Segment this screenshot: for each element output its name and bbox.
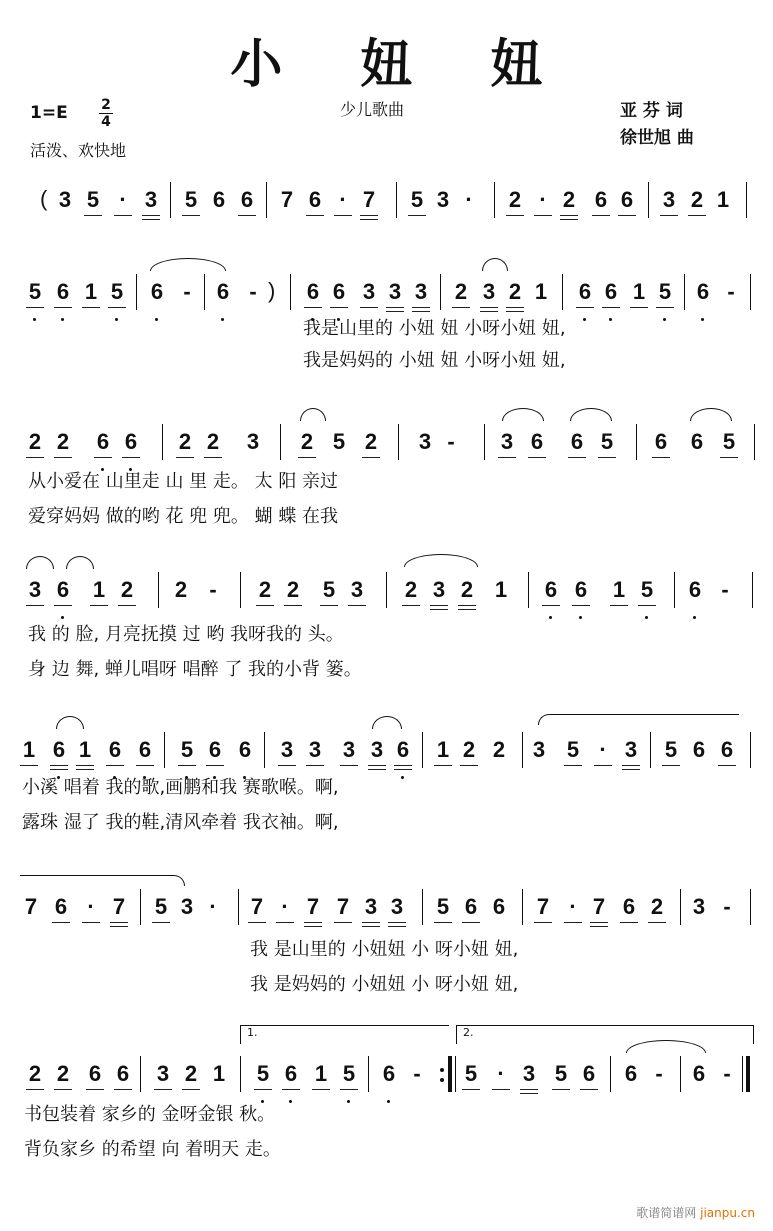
note: 3 (432, 577, 446, 602)
dot: · (494, 1062, 508, 1086)
dot: · (536, 188, 550, 212)
bar-line (136, 274, 137, 310)
note: 7 (362, 187, 376, 212)
note: 6 (212, 187, 226, 212)
bar-line (290, 274, 291, 310)
note: 1 (632, 279, 646, 304)
bar-line (610, 1056, 611, 1092)
dot: · (566, 895, 580, 919)
bar-line (280, 424, 281, 460)
dash: - (413, 1061, 421, 1086)
dash: - (183, 279, 191, 304)
bar-line (240, 572, 241, 608)
dash: - (723, 1061, 731, 1086)
note: 7 (536, 894, 550, 919)
bar-line (396, 182, 397, 218)
composer-credit: 徐世旭 曲 (620, 128, 694, 148)
note: 2 (492, 737, 506, 762)
dash: - (655, 1061, 663, 1086)
bar-line (170, 182, 171, 218)
note: 5 (322, 577, 336, 602)
slur (482, 258, 508, 271)
note: 1 (612, 577, 626, 602)
note: 6 (530, 429, 544, 454)
note: 2 (28, 1061, 42, 1086)
note: 2 (364, 429, 378, 454)
bar-line (746, 182, 747, 218)
note: 6 (308, 187, 322, 212)
note: 5 (110, 280, 124, 304)
note: 6 (124, 430, 138, 454)
note: 6 (688, 578, 702, 602)
note: 6 (624, 1061, 638, 1086)
note: 2 (286, 577, 300, 602)
note: 3 (692, 894, 706, 919)
note: 7 (280, 187, 294, 212)
note: 6 (56, 280, 70, 304)
bar-line (455, 1056, 456, 1092)
dot: · (84, 895, 98, 919)
note: 5 (28, 280, 42, 304)
bar-line (750, 274, 751, 310)
bar-line (754, 424, 755, 460)
note: 6 (690, 429, 704, 454)
note: 5 (566, 737, 580, 762)
bar-line (140, 1056, 141, 1092)
note: 3 (418, 429, 432, 454)
lyrics-verse-2: 背负家乡 的希望 向 着明天 走。 (24, 1139, 281, 1160)
bar-line (494, 182, 495, 218)
slur (404, 554, 478, 567)
lyrics-verse-2: 身 边 舞, 蝉儿唱呀 唱醉 了 我的小背 篓。 (28, 659, 362, 680)
note: 5 (664, 737, 678, 762)
note: 6 (582, 1061, 596, 1086)
note: 1 (314, 1061, 328, 1086)
note: 3 (156, 1061, 170, 1086)
bar-line (204, 274, 205, 310)
dot: · (278, 895, 292, 919)
note: 6 (574, 578, 588, 602)
watermark-site-name: 歌谱简谱网 (636, 1206, 697, 1220)
note: 2 (460, 577, 474, 602)
note: 6 (150, 280, 164, 304)
bar-line (750, 889, 751, 925)
bar-line (386, 572, 387, 608)
note: 5 (554, 1061, 568, 1086)
key-signature: 1=E (30, 103, 68, 123)
slur (570, 408, 612, 421)
note: 5 (154, 894, 168, 919)
note: 2 (562, 187, 576, 212)
bar-line (680, 1056, 681, 1092)
dot: · (465, 187, 473, 212)
bar-line (684, 274, 685, 310)
note: 2 (184, 1061, 198, 1086)
final-bar-thick (746, 1056, 750, 1092)
note: 2 (120, 577, 134, 602)
volta-first-ending: 1. (240, 1025, 449, 1044)
lyrics-verse-2: 露珠 湿了 我的鞋,清风牵着 我衣袖。啊, (22, 812, 339, 833)
note: 5 (658, 280, 672, 304)
note: 6 (216, 280, 230, 304)
bar-line (674, 572, 675, 608)
staff-system-4 (0, 578, 773, 618)
note: 5 (640, 578, 654, 602)
dot: · (116, 188, 130, 212)
note: 2 (508, 187, 522, 212)
note: 3 (388, 279, 402, 304)
slur (56, 716, 84, 729)
dash: - (447, 429, 455, 454)
dot: · (209, 894, 217, 919)
note: 6 (116, 1061, 130, 1086)
note: 5 (184, 187, 198, 212)
note: 7 (336, 894, 350, 919)
note: 5 (180, 738, 194, 762)
note: 3 (624, 737, 638, 762)
note: 1 (92, 577, 106, 602)
note: 6 (396, 738, 410, 762)
note: 3 (280, 737, 294, 762)
dot: · (596, 738, 610, 762)
lyrics-verse-2: 我 是妈妈的 小妞妞 小 呀小妞 妞, (250, 974, 519, 995)
note: 2 (28, 429, 42, 454)
note: 2 (300, 429, 314, 454)
slur (690, 408, 732, 421)
bar-line (522, 732, 523, 768)
note: 6 (544, 578, 558, 602)
note: 3 (482, 279, 496, 304)
lyrics-verse-2: 我是妈妈的 小妞 妞 小呀小妞 妞, (303, 350, 566, 371)
note: 6 (208, 738, 222, 762)
note: 6 (138, 738, 152, 762)
note: 7 (250, 894, 264, 919)
bar-line (266, 182, 267, 218)
note: 6 (578, 280, 592, 304)
note: 7 (592, 894, 606, 919)
lyrics-verse-1: 书包装着 家乡的 金呀金银 秋。 (24, 1104, 276, 1125)
slur (538, 714, 739, 725)
lyrics-verse-2: 爱穿妈妈 做的哟 花 兜 兜。 蝴 蝶 在我 (28, 506, 339, 527)
note: 6 (492, 894, 506, 919)
bar-line (562, 274, 563, 310)
time-signature-bottom: 4 (101, 114, 111, 130)
note: 3 (662, 187, 676, 212)
bar-line (750, 732, 751, 768)
staff-system-6 (0, 895, 773, 935)
note: 5 (256, 1062, 270, 1086)
note: 6 (570, 429, 584, 454)
bar-line (648, 182, 649, 218)
staff-system-5 (0, 738, 773, 778)
note: 2 (462, 737, 476, 762)
dot: · (336, 188, 350, 212)
note: 5 (436, 894, 450, 919)
bar-line (422, 732, 423, 768)
repeat-end-dots (440, 1062, 444, 1088)
genre-label: 少儿歌曲 (340, 100, 405, 119)
lyrics-verse-1: 小溪 唱着 我的歌,画鹏和我 赛歌喉。啊, (22, 777, 339, 798)
slur-continuation (20, 875, 185, 886)
lyricist-credit: 亚 芬 词 (620, 101, 683, 121)
note: 2 (56, 1061, 70, 1086)
note: 2 (56, 429, 70, 454)
note: 5 (332, 429, 346, 454)
note: 3 (364, 894, 378, 919)
bar-line (484, 424, 485, 460)
note: 2 (508, 279, 522, 304)
bar-line (752, 572, 753, 608)
note: 5 (600, 429, 614, 454)
staff-system-7 (0, 1062, 773, 1102)
note: 5 (722, 429, 736, 454)
note: 3 (180, 894, 194, 919)
bar-line (422, 889, 423, 925)
note: 3 (522, 1061, 536, 1086)
lyrics-verse-1: 从小爱在 山里走 山 里 走。 太 阳 亲过 (28, 471, 339, 492)
staff-system-3 (0, 430, 773, 470)
bar-line (240, 1056, 241, 1092)
slur (300, 408, 326, 421)
note: 1 (78, 737, 92, 762)
note: 6 (52, 738, 66, 762)
bar-line (650, 732, 651, 768)
note: 6 (284, 1062, 298, 1086)
bar-line (368, 1056, 369, 1092)
staff-system-1 (0, 188, 773, 228)
note: 1 (494, 577, 508, 602)
dash: - (727, 279, 735, 304)
note: 2 (174, 577, 188, 602)
repeat-end-bar (448, 1056, 452, 1092)
note: 6 (692, 1061, 706, 1086)
note: 7 (112, 894, 126, 919)
bar-line (636, 424, 637, 460)
note: 6 (96, 430, 110, 454)
bar-line (238, 889, 239, 925)
bar-line (440, 274, 441, 310)
dash: - (721, 577, 729, 602)
note: 7 (24, 894, 38, 919)
final-bar-thin (742, 1056, 743, 1092)
note: 3 (144, 187, 158, 212)
note: 3 (362, 279, 376, 304)
note: 6 (622, 894, 636, 919)
bar-line (528, 572, 529, 608)
note: 3 (370, 737, 384, 762)
note: 1 (212, 1061, 226, 1086)
note: 7 (306, 894, 320, 919)
slur (26, 556, 54, 569)
dash: - (249, 279, 257, 304)
note: 3 (390, 894, 404, 919)
slur (66, 556, 94, 569)
note: 5 (464, 1061, 478, 1086)
note: 6 (696, 280, 710, 304)
note: 1 (534, 279, 548, 304)
note: 6 (306, 280, 320, 304)
bar-line (158, 572, 159, 608)
bar-line (398, 424, 399, 460)
note: 3 (500, 429, 514, 454)
note: 3 (342, 737, 356, 762)
note: 6 (594, 187, 608, 212)
note: 6 (620, 187, 634, 212)
slur (372, 716, 402, 729)
song-title: 小 妞 妞 (230, 35, 573, 95)
note: 3 (414, 279, 428, 304)
time-signature (99, 98, 113, 129)
bar-line (162, 424, 163, 460)
time-signature-top: 2 (101, 97, 111, 113)
note: 2 (454, 279, 468, 304)
lyrics-verse-1: 我是山里的 小妞 妞 小呀小妞 妞, (303, 318, 566, 339)
slur (502, 408, 544, 421)
note: 3 (28, 577, 42, 602)
note: 3 (350, 577, 364, 602)
note: 2 (258, 577, 272, 602)
note: 3 (246, 429, 260, 454)
bar-line (164, 732, 165, 768)
note: 1 (716, 187, 730, 212)
bar-line (522, 889, 523, 925)
note: 1 (22, 737, 36, 762)
note: 6 (464, 894, 478, 919)
note: 6 (692, 737, 706, 762)
note: 6 (720, 737, 734, 762)
note: 3 (532, 737, 546, 762)
note: 5 (342, 1062, 356, 1086)
watermark (636, 1204, 755, 1221)
tie (150, 258, 226, 271)
note: 2 (178, 429, 192, 454)
note: 2 (206, 429, 220, 454)
bar-line (140, 889, 141, 925)
lyrics-verse-1: 我 是山里的 小妞妞 小 呀小妞 妞, (250, 939, 519, 960)
dash: - (723, 894, 731, 919)
note: 6 (332, 280, 346, 304)
parenthesis-open: ( (40, 186, 48, 211)
note: 2 (690, 187, 704, 212)
bar-line (680, 889, 681, 925)
note: 5 (86, 187, 100, 212)
note: 1 (84, 279, 98, 304)
note: 6 (88, 1061, 102, 1086)
note: 6 (240, 187, 254, 212)
volta-second-ending: 2. (456, 1025, 754, 1044)
note: 6 (56, 578, 70, 602)
dash: - (209, 577, 217, 602)
note: 2 (650, 894, 664, 919)
note: 3 (308, 737, 322, 762)
note: 1 (436, 737, 450, 762)
note: 3 (58, 187, 72, 212)
note: 6 (54, 894, 68, 919)
bar-line (264, 732, 265, 768)
watermark-url: jianpu.cn (700, 1206, 755, 1220)
note: 6 (108, 738, 122, 762)
note: 5 (410, 187, 424, 212)
note: 6 (654, 429, 668, 454)
note: 3 (436, 187, 450, 212)
note: 6 (238, 738, 252, 762)
note: 6 (382, 1062, 396, 1086)
tempo-marking: 活泼、欢快地 (30, 141, 127, 160)
note: 6 (604, 280, 618, 304)
note: 2 (404, 577, 418, 602)
lyrics-verse-1: 我 的 脸, 月亮抚摸 过 哟 我呀我的 头。 (28, 624, 344, 645)
parenthesis-close: ) (268, 278, 276, 303)
